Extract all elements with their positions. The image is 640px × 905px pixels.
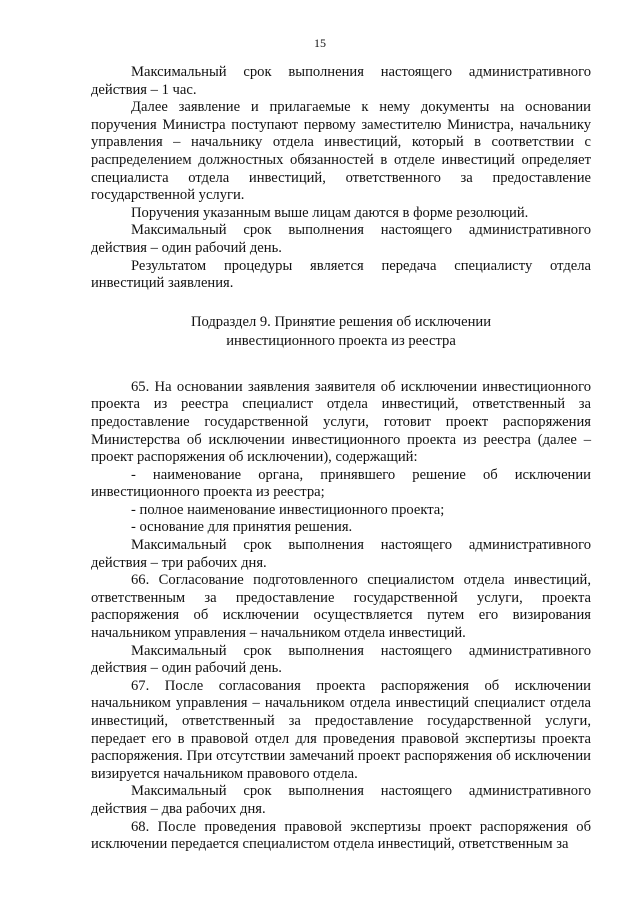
- paragraph-procedure-result: Результатом процедуры является передача специалисту отдела инвестиций заявления.: [91, 257, 591, 292]
- paragraph-67: 67. После согласования проекта распоряжения об исключении начальником управления – начальником отдела инвестиций специалист отдела инвестиций, ответственный за предоставление государственной услуги, передает его в правовой отдел для проведения правовой экспертизы проекта распоряжения. При отсутствии замечаний проект распоряжения об исключении визируется начальником правового отдела.: [91, 677, 591, 782]
- list-item-project-name: - полное наименование инвестиционного проекта;: [131, 501, 445, 518]
- paragraph-max-time-1: Максимальный срок выполнения настоящего административного действия – 1 час.: [91, 64, 591, 98]
- subsection-heading-line-1: Подраздел 9. Принятие решения об исключении: [190, 313, 492, 330]
- paragraph-68: 68. После проведения правовой экспертизы проект распоряжения об исключении передается специалистом отдела инвестиций, ответственным за: [91, 818, 591, 853]
- paragraph-resolutions: Поручения указанным выше лицам даются в форме резолюций.: [131, 204, 529, 221]
- page-number: 15: [314, 36, 326, 50]
- paragraph-max-time-3: Максимальный срок выполнения настоящего административного действия – три рабочих дня.: [91, 537, 591, 571]
- paragraph-65: 65. На основании заявления заявителя об исключении инвестиционного проекта из реестра специалист отдела инвестиций, ответственный за предоставление государственной услуги, готовит проект распоряжения Министерства об исключении инвестиционного проекта из реестра (далее – проект распоряжения об исключении), содержащий:: [91, 378, 591, 466]
- list-item-organ-name: - наименование органа, принявшего решение об исключении инвестиционного проекта из реестра;: [91, 466, 591, 501]
- paragraph-max-time-2: Максимальный срок выполнения настоящего административного действия – один рабочий день.: [91, 222, 591, 256]
- paragraph-66: 66. Согласование подготовленного специалистом отдела инвестиций, ответственным за предоставление государственной услуги, проекта распоряжения об исключении осуществляется путем его визирования начальником управления – начальником отдела инвестиций.: [91, 572, 591, 642]
- subsection-heading-line-2: инвестиционного проекта из реестра: [226, 332, 456, 349]
- list-item-decision-basis: - основание для принятия решения.: [131, 519, 353, 536]
- subsection-heading: [91, 313, 591, 351]
- paragraph-max-time-5: Максимальный срок выполнения настоящего административного действия – два рабочих дня.: [91, 783, 591, 817]
- paragraph-documents-routing: Далее заявление и прилагаемые к нему документы на основании поручения Министра поступают первому заместителю Министра, начальнику управления – начальнику отдела инвестиций, который в соответствии с распределением должностных обязанностей в отделе инвестиций определяет специалиста отдела инвестиций, ответственного за предоставление государственной услуги.: [91, 99, 591, 204]
- paragraph-max-time-4: Максимальный срок выполнения настоящего административного действия – один рабочий день.: [91, 642, 591, 677]
- document-body: [91, 64, 591, 854]
